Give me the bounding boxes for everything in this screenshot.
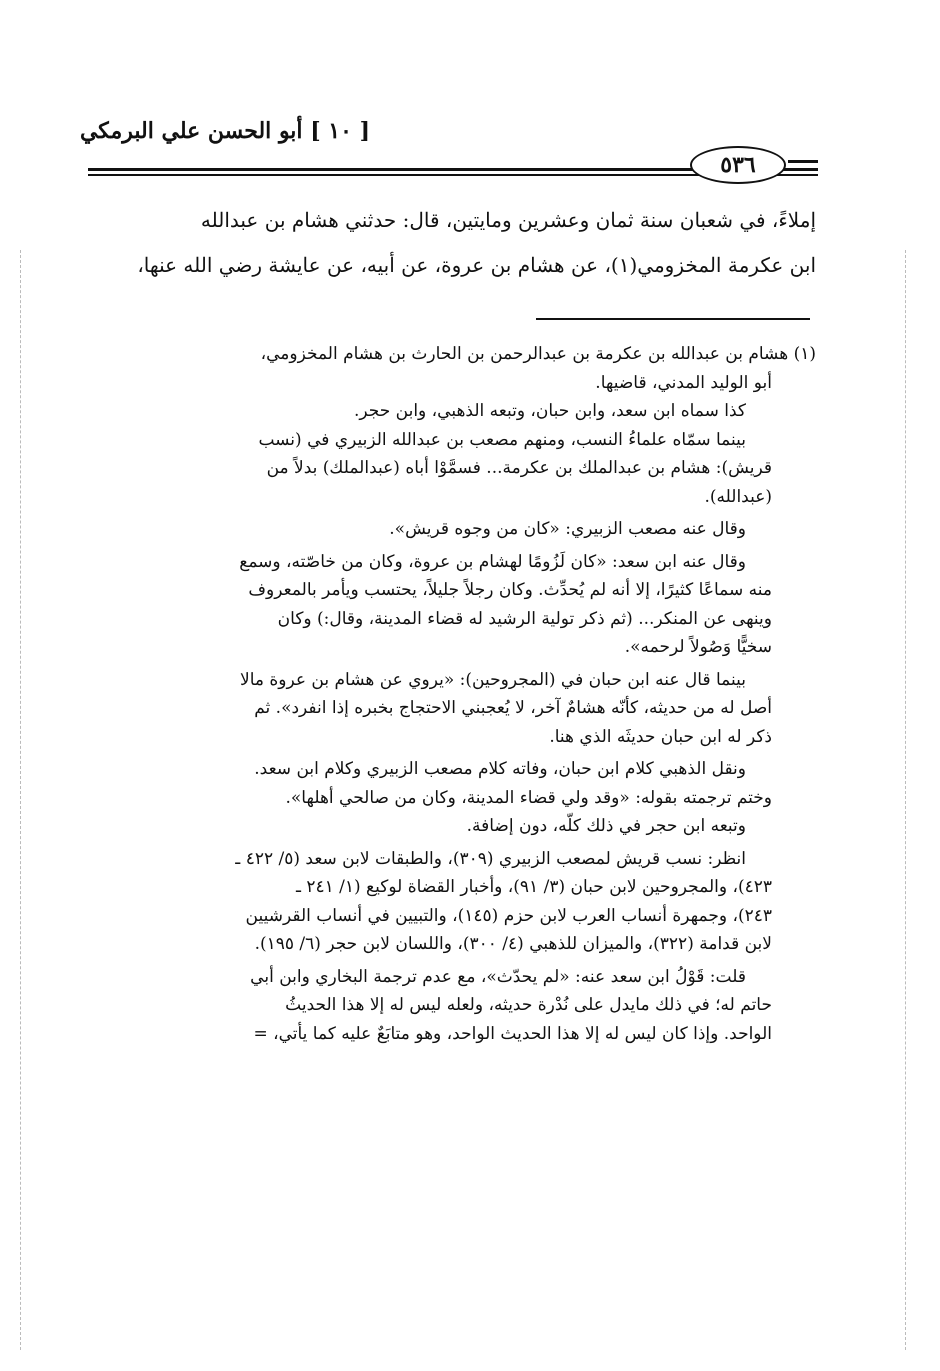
footnote-line: قريش): هشام بن عبدالملك بن عكرمة... فسمَّوْا أباه (عبدالملك) بدلاً من xyxy=(266,458,772,478)
footnote-line: وقال عنه ابن سعد: «كان لَزُومًا لهشام بن عروة، وكان من خاصّته، وسمع xyxy=(239,551,746,572)
footnote-line: لابن قدامة (٣٢٢)، والميزان للذهبي (٤/ ٣٠٠)، واللسان لابن حجر (٦/ ١٩٥). xyxy=(254,934,772,954)
page-number-ornament xyxy=(788,168,818,171)
page-number-ornament xyxy=(788,160,818,163)
footnote-line: منه سماعًا كثيرًا، إلا أنه لم يُحدِّث. وكان رجلاً جليلاً، يحتسب ويأمر بالمعروف xyxy=(248,580,772,600)
page-number: ٥٣٦ xyxy=(720,152,756,178)
footnote-line: الواحد. وإذا كان ليس له إلا هذا الحديث الواحد، وهو متابَعٌ عليه كما يأتي، = xyxy=(253,1023,772,1044)
footnote-line: بينما قال عنه ابن حبان في (المجروحين): «يروي عن هشام بن عروة مالا xyxy=(240,669,746,690)
main-text xyxy=(88,198,816,288)
footnote-line: ٢٤٣)، وجمهرة أنساب العرب لابن حزم (١٤٥)، والتبيين في أنساب القرشيين xyxy=(245,905,772,926)
footnotes xyxy=(70,340,816,1048)
footnote-line: حاتم له؛ في ذلك مايدل على نُدْرة حديثه، ولعله ليس له إلا هذا الحديثُ xyxy=(285,995,772,1015)
footnote-line: ذكر له ابن حبان حديثَه الذي هنا. xyxy=(549,726,772,747)
footnote-line: قلت: قَوْلُ ابن سعد عنه: «لم يحدّث»، مع عدم ترجمة البخاري وابن أبي xyxy=(250,966,746,987)
footnote-line: وينهى عن المنكر... (ثم ذكر تولية الرشيد له قضاء المدينة، وقال:) وكان xyxy=(277,608,772,629)
footnote-line: ٤٢٣)، والمجروحين لابن حبان (٣/ ٩١)، وأخبار القضاة لوكيع (١/ ٢٤١ ـ xyxy=(295,877,772,897)
footnote-line: وختم ترجمته بقوله: «وقد ولي قضاء المدينة، وكان من صالحي أهلها». xyxy=(285,787,772,808)
footnote-line: أصل له من حديثه، كأنّه هشامٌ آخر، لا يُعجبني الاحتجاج بخبره إذا انفرد». ثم xyxy=(254,698,772,718)
footnote-line: وقال عنه مصعب الزبيري: «كان من وجوه قريش». xyxy=(389,519,746,539)
footnote-line: ونقل الذهبي كلام ابن حبان، وفاته كلام مصعب الزبيري وكلام ابن سعد. xyxy=(254,759,746,779)
footnote-line: سخيًّا وَصُولاً لرحمه». xyxy=(624,637,772,657)
footnote-line: (١) هشام بن عبدالله بن عكرمة بن عبدالرحمن بن الحارث بن هشام المخزومي، xyxy=(260,344,816,364)
left-margin-guide xyxy=(20,250,22,1350)
footnote-separator xyxy=(536,318,810,320)
main-text-line: ابن عكرمة المخزومي(١)، عن هشام بن عروة، عن أبيه، عن عايشة رضي الله عنها، xyxy=(137,253,816,277)
running-header-title: [ ١٠ ] أبو الحسن علي البرمكي xyxy=(79,118,370,144)
footnote-line: بينما سمّاه علماءُ النسب، ومنهم مصعب بن عبدالله الزبيري في (نسب xyxy=(258,429,746,450)
footnote-line: كذا سماه ابن سعد، وابن حبان، وتبعه الذهبي، وابن حجر. xyxy=(353,401,746,421)
footnote-line: أبو الوليد المدني، قاضيها. xyxy=(595,372,772,393)
footnote-line: (عبدالله). xyxy=(704,486,772,507)
footnote-line: وتبعه ابن حجر في ذلك كلّه، دون إضافة. xyxy=(466,816,746,836)
page-number-badge xyxy=(690,146,786,184)
main-text-line: إملاءً، في شعبان سنة ثمان وعشرين ومايتين، قال: حدثني هشام بن عبدالله xyxy=(200,208,816,232)
right-margin-guide xyxy=(905,250,907,1350)
footnote-line: انظر: نسب قريش لمصعب الزبيري (٣٠٩)، والطبقات لابن سعد (٥/ ٤٢٢ ـ xyxy=(235,848,746,869)
